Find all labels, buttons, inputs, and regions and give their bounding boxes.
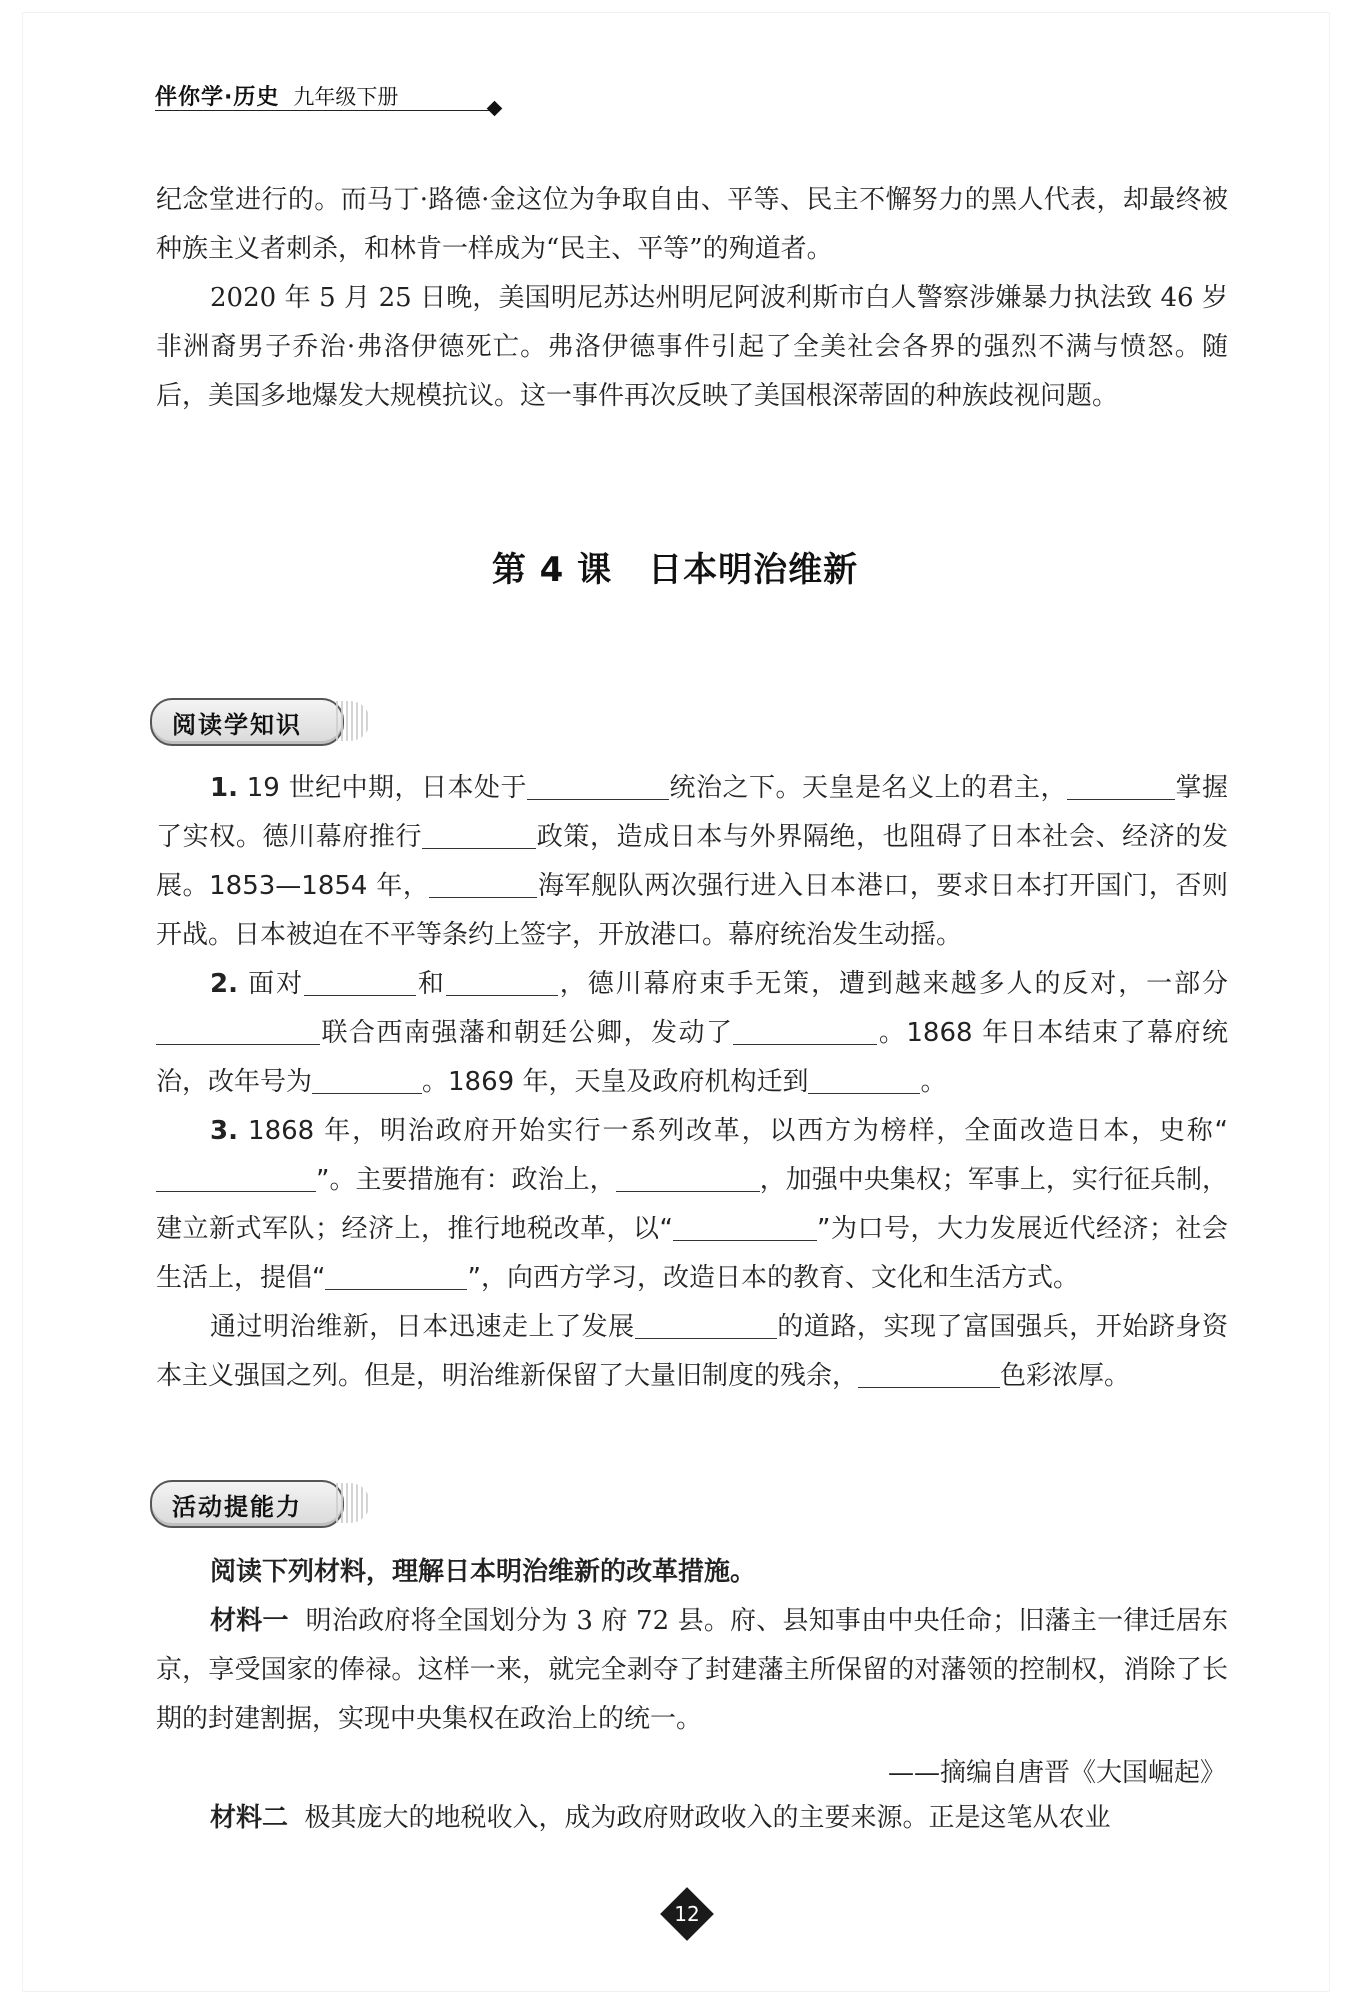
lesson-number: 第 4 课 <box>491 550 613 590</box>
material-1: 材料一 明治政府将全国划分为 3 府 72 县。府、县知事由中央任命；旧藩主一律迁居东京，享受国家的俸禄。这样一来，就完全剥夺了封建藩主所保留的对藩领的控制权，消除了长期的封建割据，实现中央集权在政治上的统一。 <box>156 1606 1228 1734</box>
reading-questions <box>156 764 1228 1401</box>
activity-materials <box>156 1548 1228 1744</box>
section-label: 阅读学知识 <box>172 711 302 739</box>
diamond-icon <box>487 101 503 117</box>
lesson-name: 日本明治维新 <box>648 550 859 590</box>
answer-blank[interactable] <box>312 1065 422 1094</box>
answer-blank[interactable] <box>156 1016 320 1045</box>
answer-blank[interactable] <box>422 820 536 849</box>
section-tag-read <box>150 698 368 746</box>
section-tag-activity <box>150 1480 368 1528</box>
answer-blank[interactable] <box>858 1359 1000 1388</box>
material-2: 材料二 极其庞大的地税收入，成为政府财政收入的主要来源。正是这笔从农业 <box>210 1803 1111 1833</box>
answer-blank[interactable] <box>527 771 669 800</box>
question-1: 1. 19 世纪中期，日本处于 统治之下。天皇是名义上的君主， 掌握了实权。德川幕府推行 政策，造成日本与外界隔绝，也阻碍了日本社会、经济的发展。1853—1854 年， 海军舰队两次强行进入日本港口，要求日本打开国门，否则开战。日本被迫在不平等条约上签字，开放港口。幕府统治发生动摇。 <box>156 773 1228 950</box>
answer-blank[interactable] <box>1067 771 1175 800</box>
paragraph: 2020 年 5 月 25 日晚，美国明尼苏达州明尼阿波利斯市白人警察涉嫌暴力执法致 46 岁非洲裔男子乔治·弗洛伊德死亡。弗洛伊德事件引起了全美社会各界的强烈不满与愤怒。随后，美国多地爆发大规模抗议。这一事件再次反映了美国根深蒂固的种族歧视问题。 <box>156 283 1228 411</box>
answer-blank[interactable] <box>446 967 558 996</box>
answer-blank[interactable] <box>156 1163 316 1192</box>
series-title: 伴你学·历史 <box>155 85 280 110</box>
answer-blank[interactable] <box>635 1310 777 1339</box>
section-label: 活动提能力 <box>172 1493 302 1521</box>
lesson-title <box>0 542 1350 591</box>
answer-blank[interactable] <box>673 1212 817 1241</box>
material-1-source: ——摘编自唐晋《大国崛起》 <box>887 1758 1226 1788</box>
answer-blank[interactable] <box>304 967 416 996</box>
running-header <box>155 80 398 111</box>
answer-blank[interactable] <box>429 869 537 898</box>
question-2: 2. 面对 和 ，德川幕府束手无策，遭到越来越多人的反对，一部分联合西南强藩和朝廷公卿，发动了 。1868 年日本结束了幕府统治，改年号为 。1869 年，天皇及政府机构迁到 。 <box>156 969 1228 1097</box>
question-3: 3. 1868 年，明治政府开始实行一系列改革，以西方为榜样，全面改造日本，史称“”。主要措施有：政治上， ，加强中央集权；军事上，实行征兵制，建立新式军队；经济上，推行地税改革，以“ ”为口号，大力发展近代经济；社会生活上，提倡“ ”，向西方学习，改造日本的教育、文化和生活方式。 <box>156 1116 1228 1293</box>
prev-lesson-text <box>156 176 1228 421</box>
answer-blank[interactable] <box>733 1016 877 1045</box>
header-rule <box>155 110 495 111</box>
paragraph: 纪念堂进行的。而马丁·路德·金这位为争取自由、平等、民主不懈努力的黑人代表，却最终被种族主义者刺杀，和林肯一样成为“民主、平等”的殉道者。 <box>156 185 1228 264</box>
page-number: 12 <box>674 1902 700 1926</box>
question-4: 通过明治维新，日本迅速走上了发展 的道路，实现了富国强兵，开始跻身资本主义强国之列。但是，明治维新保留了大量旧制度的残余， 色彩浓厚。 <box>156 1312 1228 1391</box>
answer-blank[interactable] <box>325 1261 467 1290</box>
answer-blank[interactable] <box>616 1163 760 1192</box>
grade-label: 九年级下册 <box>293 85 399 109</box>
activity-instruction: 阅读下列材料，理解日本明治维新的改革措施。 <box>210 1557 757 1587</box>
answer-blank[interactable] <box>808 1065 920 1094</box>
